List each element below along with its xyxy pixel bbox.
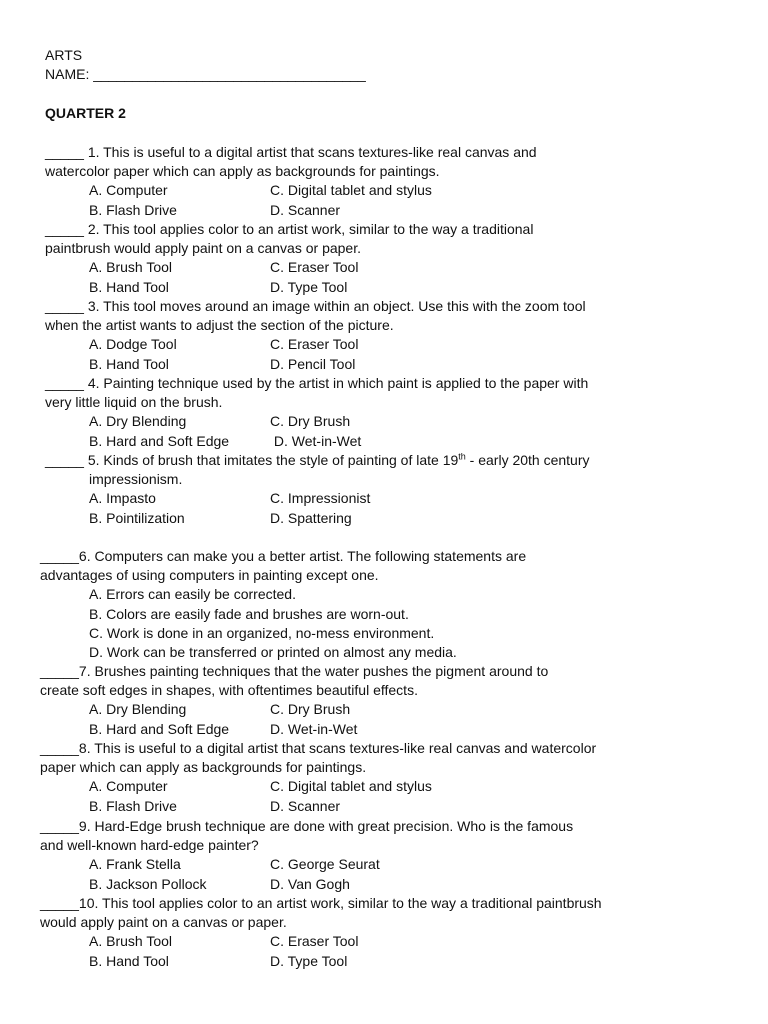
option-row	[0, 355, 768, 374]
question-text: very little liquid on the brush.	[45, 394, 223, 411]
option-d: D. Wet-in-Wet	[270, 720, 358, 737]
option-row	[0, 201, 768, 220]
option-row	[0, 258, 768, 277]
question-text: when the artist wants to adjust the section of the picture.	[45, 317, 394, 334]
question-6	[0, 547, 768, 662]
question-3	[0, 297, 768, 374]
option-row	[0, 585, 768, 604]
option-c: C. Digital tablet and stylus	[270, 182, 432, 199]
option-b: B. Flash Drive	[89, 201, 177, 218]
option-a: A. Computer	[89, 778, 168, 795]
name-line: NAME: ___________________________________	[45, 66, 366, 82]
question-text: _____ 3. This tool moves around an image within an object. Use this with the zoom tool	[45, 298, 586, 314]
option-c: C. Impressionist	[270, 490, 371, 507]
option-c: C. Work is done in an organized, no-mess environment.	[89, 624, 435, 641]
question-text: and well-known hard-edge painter?	[40, 837, 259, 854]
question-1	[0, 143, 768, 220]
option-c: C. Eraser Tool	[270, 933, 359, 950]
subject-heading: ARTS	[45, 47, 83, 63]
option-b: B. Hand Tool	[89, 278, 169, 295]
question-text: watercolor paper which can apply as backgrounds for paintings.	[45, 163, 440, 180]
question-text: _____9. Hard-Edge brush technique are done with great precision. Who is the famous	[40, 818, 574, 834]
option-row	[0, 509, 768, 528]
option-a: A. Brush Tool	[89, 259, 173, 276]
option-b: B. Hand Tool	[89, 952, 169, 969]
option-row	[0, 855, 768, 874]
option-row	[0, 432, 768, 451]
option-d: D. Van Gogh	[270, 875, 350, 892]
option-row	[0, 489, 768, 508]
question-text: _____ 4. Painting technique used by the artist in which paint is applied to the paper with	[45, 375, 589, 391]
option-b: B. Flash Drive	[89, 797, 177, 814]
option-row	[0, 181, 768, 200]
quarter-heading: QUARTER 2	[45, 105, 126, 121]
option-row	[0, 700, 768, 719]
option-row	[0, 412, 768, 431]
question-text: _____ 1. This is useful to a digital artist that scans textures-like real canvas and	[45, 144, 537, 160]
question-text: advantages of using computers in painting except one.	[40, 567, 379, 584]
option-b: B. Hard and Soft Edge	[89, 720, 230, 737]
question-text: _____6. Computers can make you a better artist. The following statements are	[40, 548, 527, 564]
option-a: A. Dodge Tool	[89, 336, 177, 353]
option-c: C. Dry Brush	[270, 701, 351, 718]
question-text-part: - early 20th century	[465, 452, 590, 468]
question-8	[0, 739, 768, 816]
option-c: C. Eraser Tool	[270, 336, 359, 353]
option-d: D. Wet-in-Wet	[270, 432, 362, 449]
question-text: impressionism.	[89, 471, 183, 488]
question-2	[0, 220, 768, 297]
option-a: A. Computer	[89, 182, 168, 199]
option-row	[0, 624, 768, 643]
ordinal-suffix: th	[458, 451, 466, 462]
question-text: _____8. This is useful to a digital artist that scans textures-like real canvas and watercolor	[40, 740, 597, 756]
option-row	[0, 952, 768, 971]
option-row	[0, 797, 768, 816]
question-7	[0, 662, 768, 739]
question-text: create soft edges in shapes, with oftentimes beautiful effects.	[40, 682, 418, 699]
option-b: B. Hard and Soft Edge	[89, 432, 230, 449]
option-d: D. Type Tool	[270, 952, 348, 969]
question-5	[0, 451, 768, 528]
question-text: paper which can apply as backgrounds for paintings.	[40, 759, 367, 776]
option-a: A. Brush Tool	[89, 933, 173, 950]
option-row	[0, 875, 768, 894]
question-10	[0, 894, 768, 971]
question-text: _____10. This tool applies color to an artist work, similar to the way a traditional paintbrush	[40, 895, 602, 911]
option-d: D. Scanner	[270, 201, 341, 218]
option-c: C. Digital tablet and stylus	[270, 778, 432, 795]
option-b: B. Hand Tool	[89, 355, 169, 372]
option-a: A. Errors can easily be corrected.	[89, 586, 296, 603]
option-row	[0, 720, 768, 739]
option-b: B. Jackson Pollock	[89, 875, 207, 892]
option-d: D. Pencil Tool	[270, 355, 356, 372]
option-d: D. Scanner	[270, 797, 341, 814]
option-d: D. Work can be transferred or printed on almost any media.	[89, 643, 457, 660]
option-c: C. George Seurat	[270, 856, 380, 873]
option-c: C. Dry Brush	[270, 413, 351, 430]
option-a: A. Dry Blending	[89, 701, 187, 718]
question-text	[0, 451, 768, 470]
option-d: D. Spattering	[270, 509, 352, 526]
option-row	[0, 643, 768, 662]
question-4	[0, 374, 768, 451]
question-text: paintbrush would apply paint on a canvas or paper.	[45, 240, 361, 257]
option-row	[0, 278, 768, 297]
question-text: _____7. Brushes painting techniques that the water pushes the pigment around to	[40, 663, 549, 679]
question-text-part: _____ 5. Kinds of brush that imitates the style of painting of late 19	[45, 452, 459, 468]
option-a: A. Dry Blending	[89, 413, 187, 430]
option-d: D. Type Tool	[270, 278, 348, 295]
option-c: C. Eraser Tool	[270, 259, 359, 276]
option-a: A. Frank Stella	[89, 856, 181, 873]
option-b: B. Pointilization	[89, 509, 185, 526]
option-row	[0, 335, 768, 354]
option-a: A. Impasto	[89, 490, 156, 507]
question-text: _____ 2. This tool applies color to an artist work, similar to the way a traditional	[45, 221, 534, 237]
question-text: would apply paint on a canvas or paper.	[40, 914, 287, 931]
option-row	[0, 605, 768, 624]
option-row	[0, 932, 768, 951]
question-9	[0, 817, 768, 894]
option-row	[0, 777, 768, 796]
option-b: B. Colors are easily fade and brushes are worn-out.	[89, 605, 409, 622]
